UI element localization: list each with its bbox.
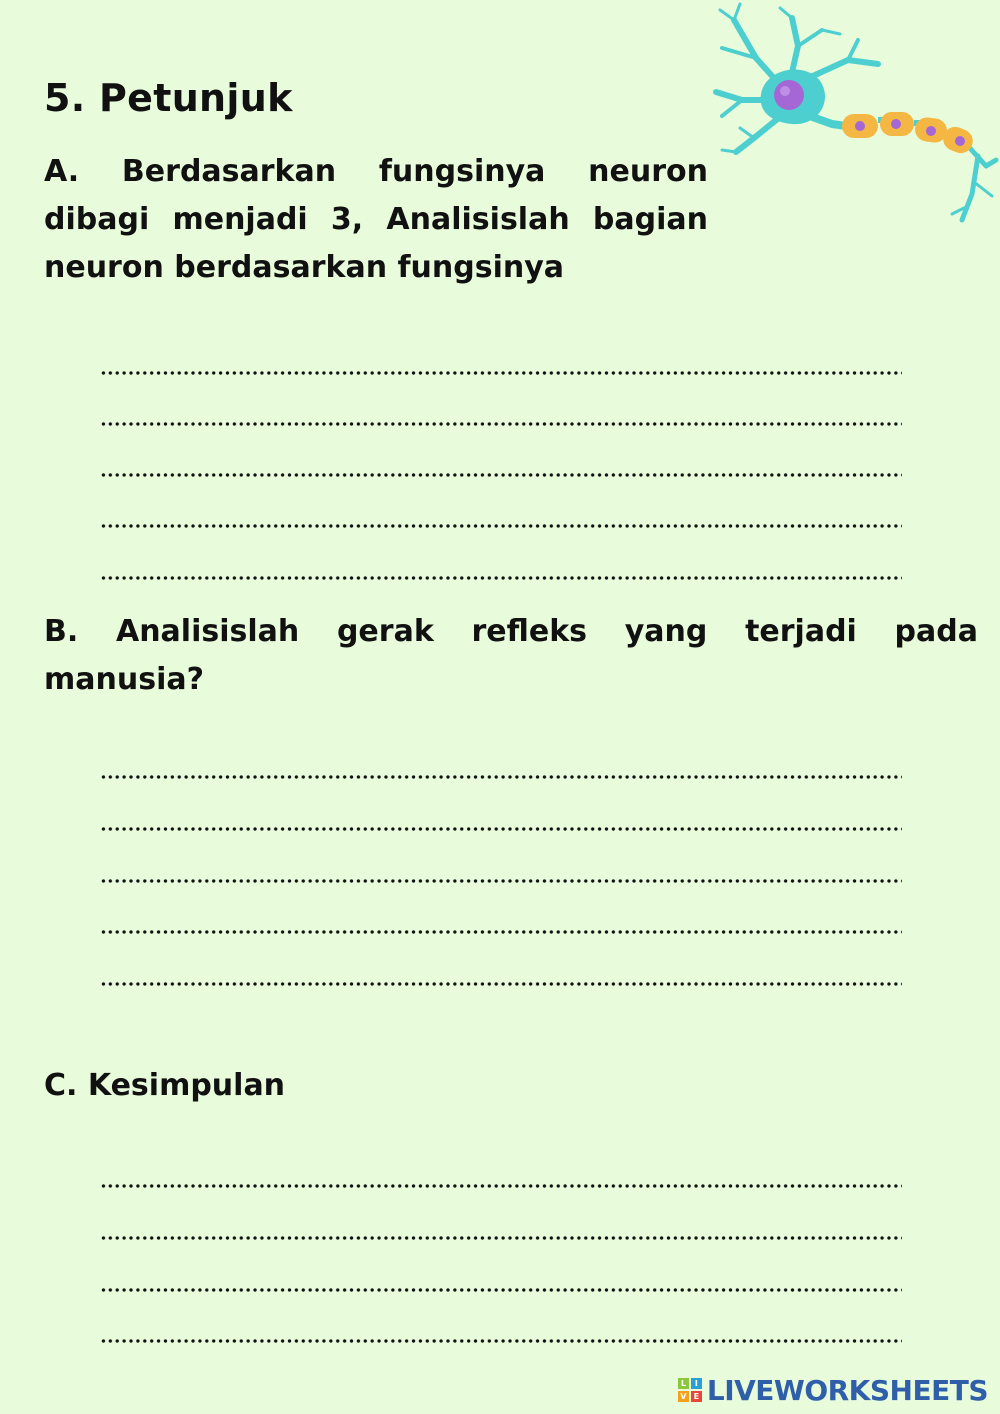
answer-line-b-3 [100,878,902,884]
logo-letter: E [691,1391,702,1402]
answer-line-b-5 [100,981,902,987]
answer-line-a-4 [100,523,902,529]
question-a: A. Berdasarkan fungsinya neuron dibagi menjadi 3, Analisislah bagian neuron berdasarkan fungsinya [44,154,708,285]
logo-letter: I [691,1378,702,1389]
answer-input-a-2[interactable] [100,381,906,421]
neuron-icon [700,0,1000,240]
answer-input-b-4[interactable] [100,889,906,929]
brand-text: LIVEWORKSHEETS [706,1373,988,1407]
answer-input-c-1[interactable] [100,1143,906,1183]
liveworksheets-logo-icon [678,1378,702,1402]
answer-input-a-5[interactable] [100,535,906,575]
answer-input-b-5[interactable] [100,941,906,981]
answer-input-c-3[interactable] [100,1247,906,1287]
answer-line-a-3 [100,472,902,478]
answer-line-a-2 [100,421,902,427]
answer-line-a-5 [100,575,902,581]
logo-letter: V [678,1391,689,1402]
question-b: B. Analisislah gerak refleks yang terjadi pada manusia? [44,614,978,697]
answer-input-b-2[interactable] [100,786,906,826]
answer-input-c-2[interactable] [100,1195,906,1235]
answer-line-c-3 [100,1287,902,1293]
answer-line-b-2 [100,826,902,832]
answer-input-a-3[interactable] [100,432,906,472]
answer-input-c-4[interactable] [100,1298,906,1338]
answer-input-b-1[interactable] [100,734,906,774]
logo-letter: L [678,1378,689,1389]
question-c: C. Kesimpulan [44,1068,286,1103]
answer-line-c-1 [100,1183,902,1189]
answer-line-b-4 [100,929,902,935]
answer-line-b-1 [100,774,902,780]
answer-input-a-1[interactable] [100,330,906,370]
answer-line-c-4 [100,1338,902,1344]
answer-input-a-4[interactable] [100,483,906,523]
page-title: 5. Petunjuk [44,76,293,120]
liveworksheets-brand [678,1374,988,1406]
answer-line-a-1 [100,370,902,376]
answer-input-b-3[interactable] [100,838,906,878]
answer-line-c-2 [100,1235,902,1241]
